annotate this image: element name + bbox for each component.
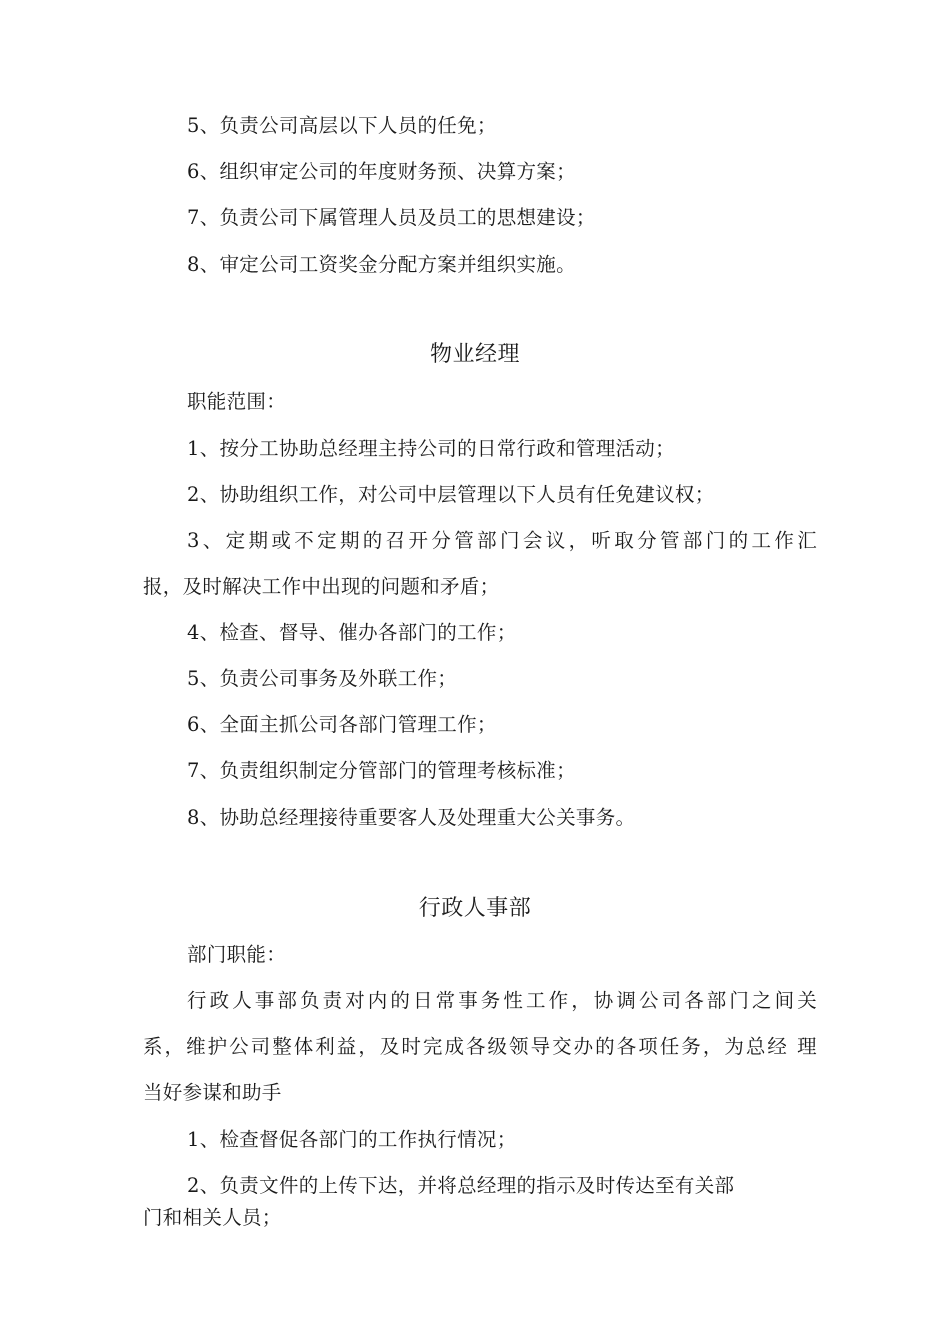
intro-line-2: 系，维护公司整体利益，及时完成各级领导交办的各项任务，为总经 理 [143, 1035, 817, 1058]
function-label: 部门职能： [187, 943, 287, 966]
intro-line-3: 当好参谋和助手 [143, 1081, 282, 1104]
pm-item-5: 5、负责公司事务及外联工作； [187, 667, 458, 690]
pm-item-1: 1、按分工协助总经理主持公司的日常行政和管理活动； [187, 437, 675, 460]
hr-item-2-continued: 门和相关人员； [143, 1206, 282, 1229]
pm-item-3-continued: 报，及时解决工作中出现的问题和矛盾； [143, 575, 500, 598]
pm-item-3: 3、定期或不定期的召开分管部门会议，听取分管部门的工作汇 [187, 529, 817, 552]
pm-item-2: 2、协助组织工作，对公司中层管理以下人员有任免建议权； [187, 483, 715, 506]
intro-line-1: 行政人事部负责对内的日常事务性工作，协调公司各部门之间关 [187, 989, 817, 1012]
scope-label: 职能范围： [187, 390, 287, 413]
hr-item-1: 1、检查督促各部门的工作执行情况； [187, 1128, 517, 1151]
duty-item-5: 5、负责公司高层以下人员的任免； [187, 114, 497, 137]
hr-item-2: 2、负责文件的上传下达，并将总经理的指示及时传达至有关部 [187, 1174, 735, 1197]
section-title-property-manager: 物业经理 [429, 342, 520, 367]
pm-item-8: 8、协助总经理接待重要客人及处理重大公关事务。 [187, 806, 636, 829]
pm-item-7: 7、负责组织制定分管部门的管理考核标准； [187, 759, 576, 782]
duty-item-6: 6、组织审定公司的年度财务预、决算方案； [187, 160, 576, 183]
duty-item-8: 8、审定公司工资奖金分配方案并组织实施。 [187, 253, 576, 276]
pm-item-6: 6、全面主抓公司各部门管理工作； [187, 713, 497, 736]
section-title-admin-hr: 行政人事部 [418, 896, 532, 921]
duty-item-7: 7、负责公司下属管理人员及员工的思想建设； [187, 206, 596, 229]
pm-item-4: 4、检查、督导、催办各部门的工作； [187, 621, 517, 644]
